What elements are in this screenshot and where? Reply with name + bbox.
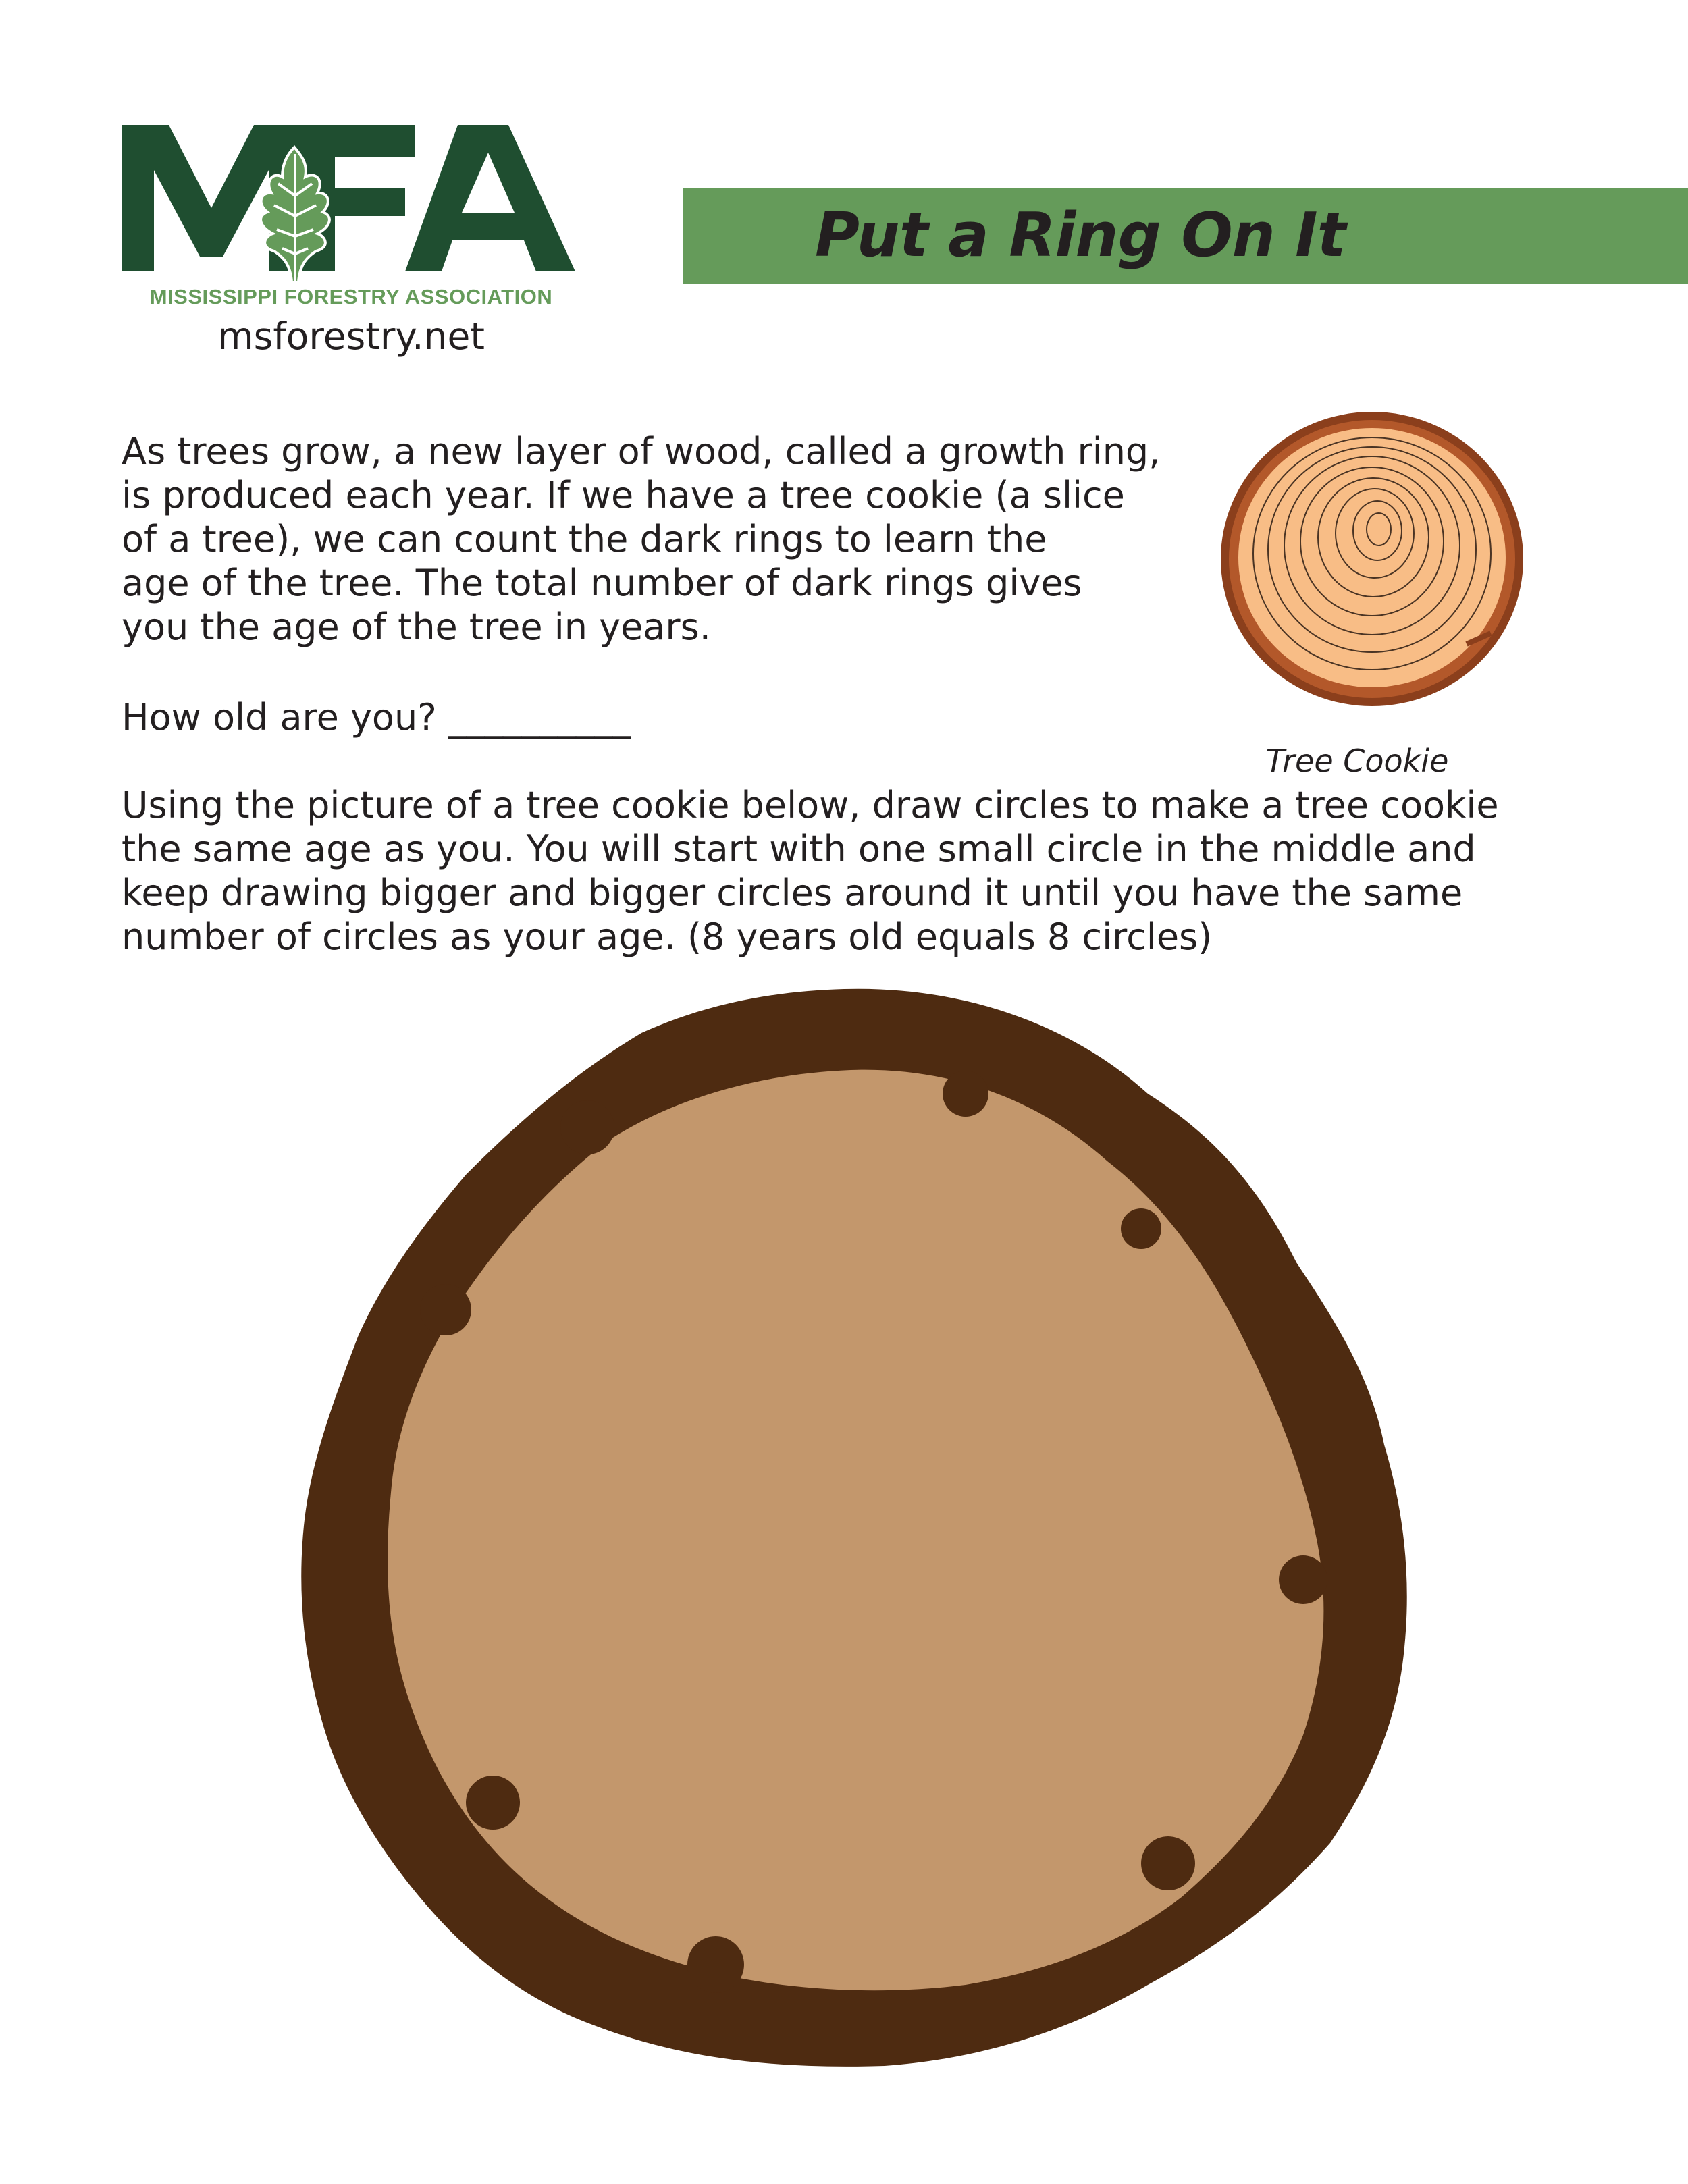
website-url: msforestry.net	[217, 315, 485, 358]
mfa-letters-graphic	[122, 122, 581, 284]
age-question: How old are you? __________	[122, 696, 631, 739]
page-title: Put a Ring On It	[815, 200, 1346, 271]
organization-name: MISSISSIPPI FORESTRY ASSOCIATION	[149, 285, 553, 309]
blank-tree-cookie	[290, 972, 1411, 2079]
intro-paragraph: As trees grow, a new layer of wood, called a growth ring, is produced each year. If we have a tree cookie (a slice of a tree), we can count the dark rings to learn the age of the tree. The total number of dark rings gives you the age of the tree in years.	[122, 430, 1161, 648]
mfa-logo	[122, 122, 581, 311]
title-banner	[683, 188, 1688, 284]
sample-cookie-caption: Tree Cookie	[1265, 743, 1449, 779]
sample-tree-cookie	[1215, 404, 1526, 714]
instructions-paragraph: Using the picture of a tree cookie below, draw circles to make a tree cookie the same age as you. You will start with one small circle in the middle and keep drawing bigger and bigger circles around it until you have the same number of circles as your age. (8 years old equals 8 circles)	[122, 784, 1499, 958]
